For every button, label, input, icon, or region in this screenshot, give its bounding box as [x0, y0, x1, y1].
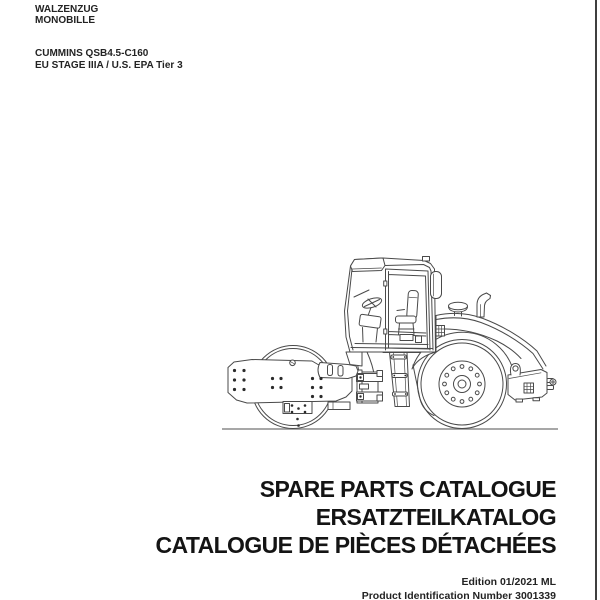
title-english: SPARE PARTS CATALOGUE — [259, 476, 556, 502]
product-id-line: Product Identification Number 3001339 — [361, 589, 556, 600]
roof-beacon — [423, 257, 430, 262]
roof-visor — [351, 258, 386, 272]
engine-spec-line1: CUMMINS QSB4.5-C160 — [35, 48, 149, 59]
exhaust-stack — [477, 293, 491, 317]
engine-spec-line2: EU STAGE IIIA / U.S. EPA Tier 3 — [35, 59, 183, 71]
edition-block — [362, 576, 556, 600]
machine-type-line1: WALZENZUG — [35, 4, 99, 15]
page-edge-line — [595, 0, 597, 600]
rear-grab-handle — [431, 272, 442, 299]
front-frame-panel — [346, 352, 362, 366]
catalogue-title-block — [156, 475, 556, 559]
edition-line: Edition 01/2021 ML — [461, 576, 556, 588]
operator-cab — [345, 257, 445, 353]
title-french: CATALOGUE DE PIÈCES DÉTACHÉES — [155, 532, 556, 558]
machine-type-line2: MONOBILLE — [35, 14, 95, 26]
front-drum — [228, 346, 358, 429]
title-german: ERSATZTEILKATALOG — [315, 504, 556, 530]
side-grille — [436, 326, 445, 337]
